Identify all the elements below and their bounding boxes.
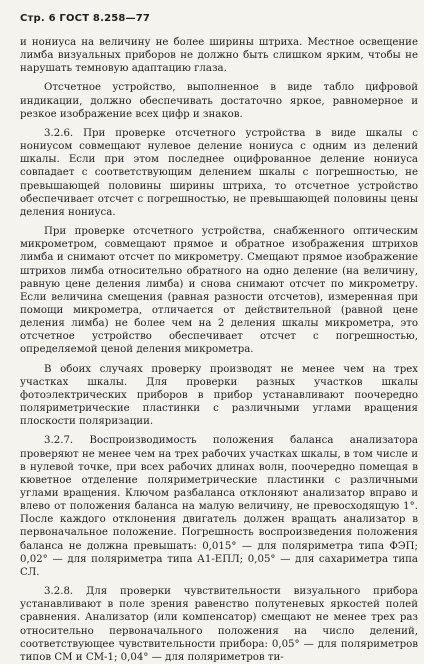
paragraph-3-2-8: 3.2.8. Для проверки чувствительности визуального прибора устанавливают в поле зрения равенство полутеневых яркостей полей сравнения. Анализатор (или компенсатор) смещают не менее трех раз относительно первоначального положения на число делений, соответствующее чувствительности прибора: 0,05° — для поляриметров типов СМ и СМ-1; 0,04° — для поляриметров ти- — [20, 586, 418, 663]
paragraph-continuation: и нониуса на величину не более ширины штриха. Местное освещение лимба визуальных приборов не должно быть слишком ярким, чтобы не нарушать темновую адаптацию глаза. — [20, 37, 418, 75]
paragraph-three-sections: В обоих случаях проверку производят не менее чем на трех участках шкалы. Для проверки разных участков шкалы фотоэлектрических приборов в прибор устанавливают поочередно поляриметрические пластинки с различными углами вращения плоскости поляризации. — [20, 363, 418, 428]
paragraph-3-2-7: 3.2.7. Воспроизводимость положения баланса анализатора проверяют не менее чем на трех рабочих участках шкалы, в том числе и в нулевой точке, при всех рабочих длинах волн, поочередно помещая в кюветное отделение поляриметрические пластинки с различными углами вращения. Ключом разбаланса отклоняют анализатор вправо и влево от положения баланса на малую величину, не превосходящую 1°. После каждого отклонения двигатель должен вращать анализатор в первоначальное положение. Погрешность воспроизведения положения баланса не должна превышать: 0,015° — для поляриметра типа ФЭП; 0,02° — для поляриметра типа А1-ЕПЛ; 0,05° — для сахариметра типа СЛ. — [20, 435, 418, 578]
paragraph-display-requirements: Отсчетное устройство, выполненное в виде табло цифровой индикации, должно обеспечивать достаточно яркое, равномерное и резкое изображение всех цифр и знаков. — [20, 82, 418, 120]
page-header: Стр. 6 ГОСТ 8.258—77 — [20, 13, 151, 24]
paragraph-3-2-6: 3.2.6. При проверке отсчетного устройства в виде шкалы с нониусом совмещают нулевое деление нониуса с одним из делений шкалы. Если при этом последнее оцифрованное деление нониуса совпадает с соответствующим делением шкалы с погрешностью, не превышающей половины ширины штриха, то отсчетное устройство обеспечивает отсчет с погрешностью, не превышающей половины цены деления нониуса. — [20, 127, 418, 218]
document-body — [20, 36, 418, 664]
paragraph-micrometer-check: При проверке отсчетного устройства, снабженного оптическим микрометром, совмещают прямое и обратное изображения штрихов лимба и снимают отсчет по микрометру. Смещают прямое изображение штрихов лимба относительно обратного на одно деление (на величину, равную цене деления лимба) и снова снимают отсчет по микрометру. Если величина смещения (равная разности отсчетов), измеренная при помощи микрометра, отличается от действительной (равной цене деления лимба) не более чем на 2 деления шкалы микрометра, это отсчетное устройство обеспечивает отсчет с погрешностью, определяемой ценой деления микрометра. — [20, 226, 418, 356]
